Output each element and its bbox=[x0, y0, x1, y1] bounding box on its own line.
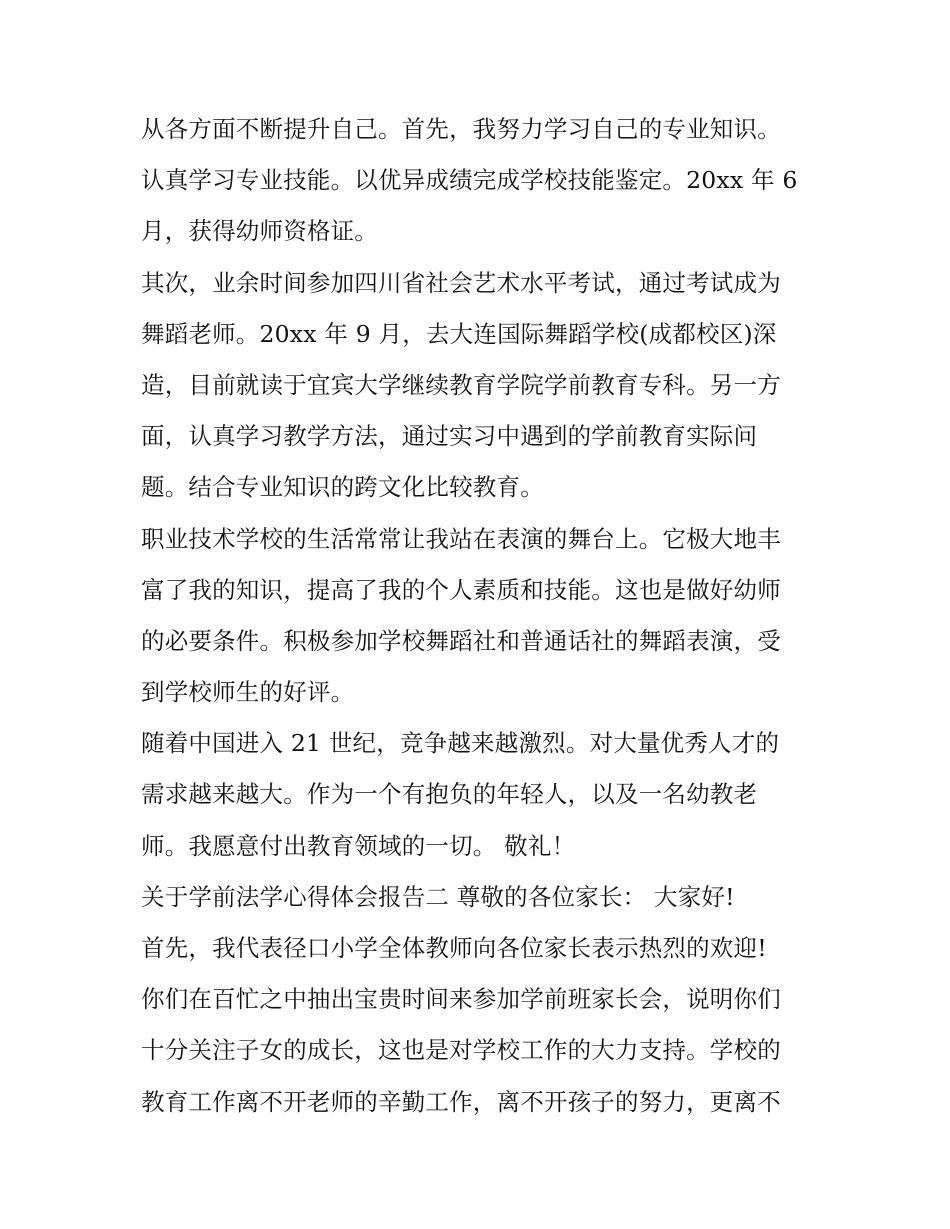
text-line: 十分关注子女的成长，这也是对学校工作的大力支持。学校的 bbox=[141, 1036, 781, 1065]
text-line: 面，认真学习教学方法，通过实习中遇到的学前教育实际问 bbox=[141, 422, 758, 451]
text-line: 师。我愿意付出教育领域的一切。 敬礼！ bbox=[141, 831, 576, 860]
text-line: 教育工作离不开老师的辛勤工作，离不开孩子的努力，更离不 bbox=[141, 1087, 781, 1116]
text-line: 从各方面不断提升自己。首先，我努力学习自己的专业知识。 bbox=[141, 115, 781, 143]
text-line: 富了我的知识，提高了我的个人素质和技能。这也是做好幼师 bbox=[141, 575, 781, 604]
body-text bbox=[141, 104, 821, 1128]
text-line: 的必要条件。积极参加学校舞蹈社和普通话社的舞蹈表演，受 bbox=[141, 626, 781, 655]
text-line: 需求越来越大。作为一个有抱负的年轻人，以及一名幼教老 bbox=[141, 780, 758, 809]
text-line: 到学校师生的好评。 bbox=[141, 678, 355, 707]
text-line: 你们在百忙之中抽出宝贵时间来参加学前班家长会，说明你们 bbox=[141, 985, 781, 1014]
text-line: 首先，我代表径口小学全体教师向各位家长表示热烈的欢迎! bbox=[141, 934, 767, 962]
text-line: 随着中国进入 21 世纪，竞争越来越激烈。对大量优秀人才的 bbox=[141, 729, 780, 758]
text-line: 题。结合专业知识的跨文化比较教育。 bbox=[141, 473, 544, 502]
text-line: 造，目前就读于宜宾大学继续教育学院学前教育专科。另一方 bbox=[141, 370, 781, 399]
text-line: 认真学习专业技能。以优异成绩完成学校技能鉴定。20xx 年 6 bbox=[141, 166, 798, 195]
text-line: 其次，业余时间参加四川省社会艺术水平考试，通过考试成为 bbox=[141, 268, 781, 297]
text-line: 舞蹈老师。20xx 年 9 月，去大连国际舞蹈学校(成都校区)深 bbox=[141, 319, 777, 348]
text-line: 职业技术学校的生活常常让我站在表演的舞台上。它极大地丰 bbox=[141, 524, 781, 553]
text-line: 月，获得幼师资格证。 bbox=[141, 217, 378, 246]
section-heading-line: 关于学前法学心得体会报告二 尊敬的各位家长： 大家好! bbox=[141, 882, 735, 911]
